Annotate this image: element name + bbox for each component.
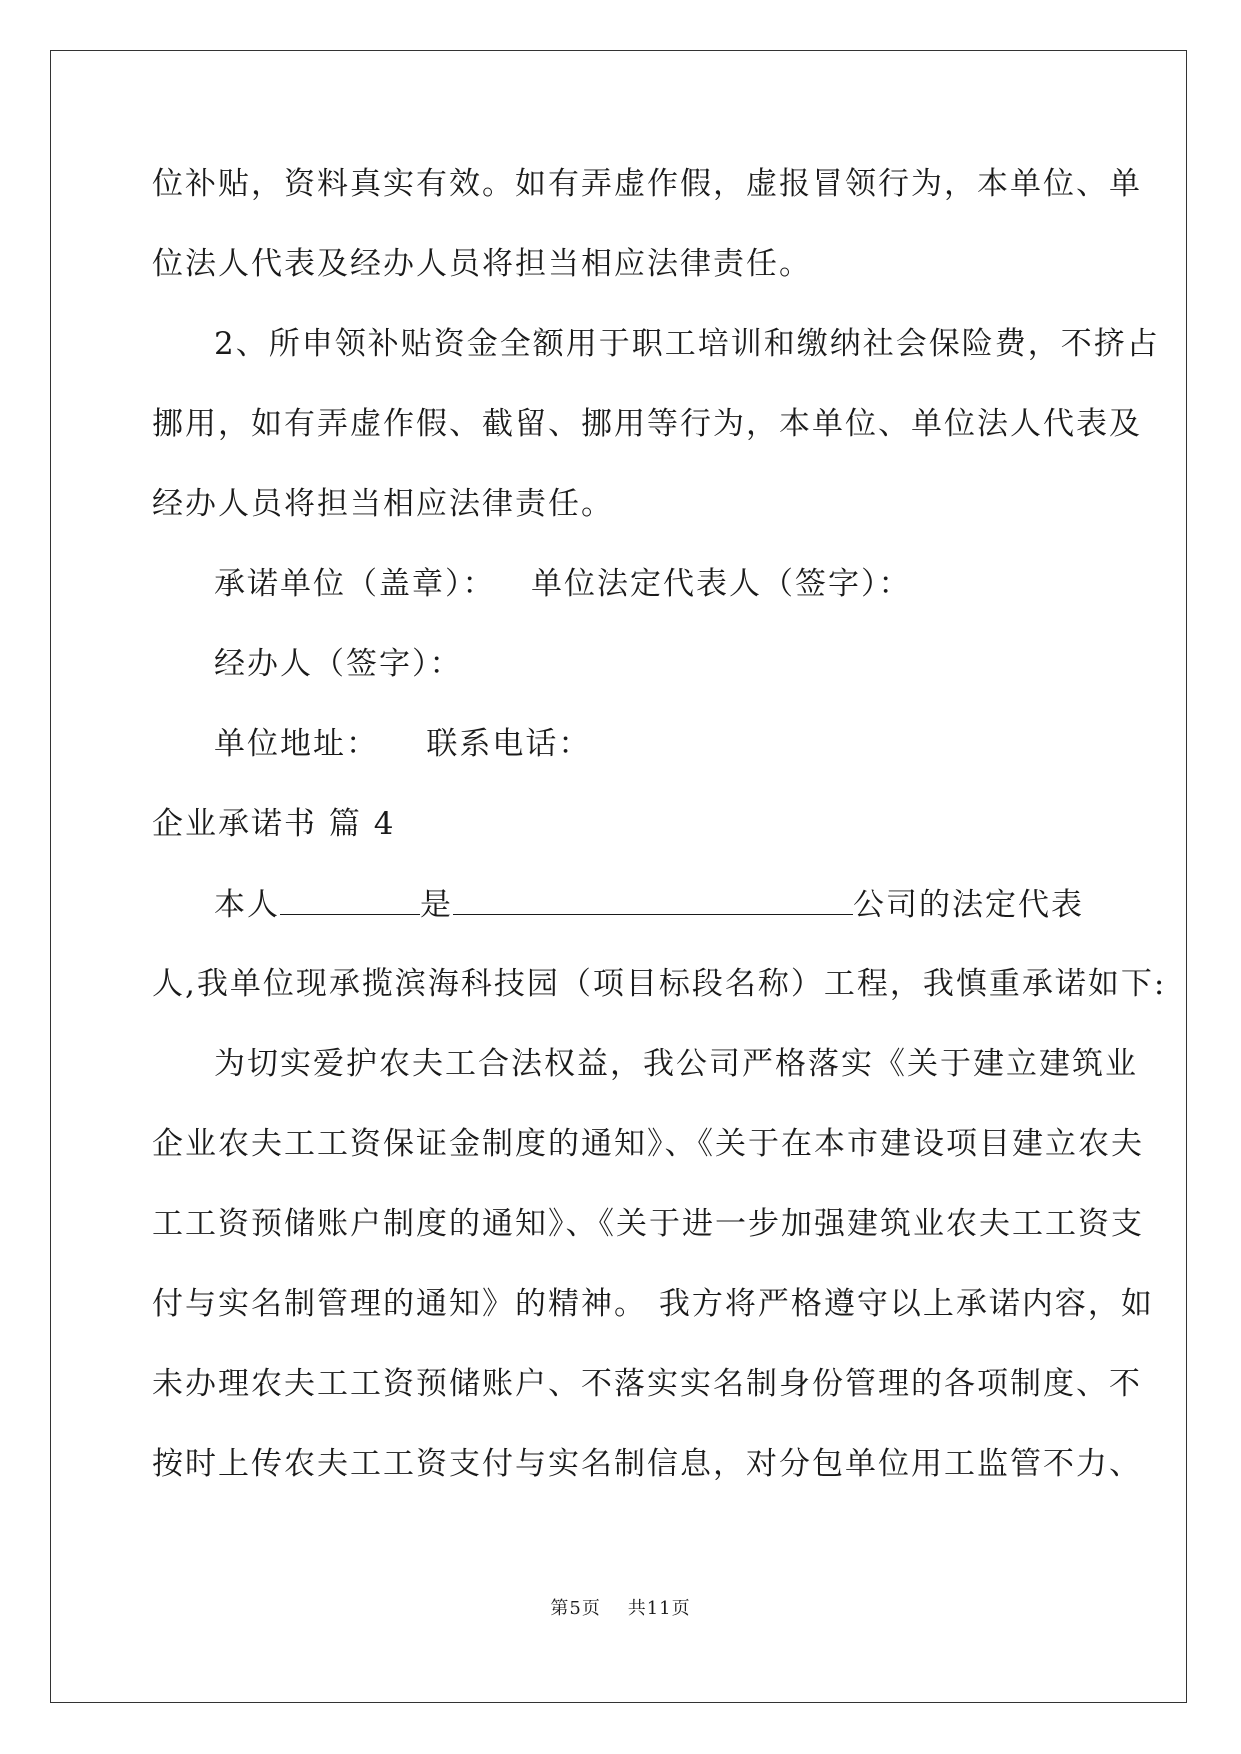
- paragraph-line: 2、所申领补贴资金全额用于职工培训和缴纳社会保险费，不挤占: [214, 326, 1160, 362]
- paragraph-line: 未办理农夫工工资预储账户、不落实实名制身份管理的各项制度、不: [152, 1366, 1142, 1402]
- company-blank: [453, 880, 853, 915]
- signature-unit-line: 承诺单位（盖章）： 单位法定代表人（签字）：: [214, 566, 912, 602]
- paragraph-line: 挪用，如有弄虚作假、截留、挪用等行为，本单位、单位法人代表及: [152, 406, 1142, 442]
- page-number: 第5页 共11页: [550, 1598, 691, 1619]
- paragraph-line: 经办人员将担当相应法律责任。: [152, 486, 614, 522]
- paragraph-line: 按时上传农夫工工资支付与实名制信息，对分包单位用工监管不力、: [152, 1446, 1142, 1482]
- pledge-first-line: [152, 880, 1092, 960]
- section-heading: 企业承诺书 篇 4: [152, 806, 396, 842]
- pledge-prefix: 本人: [214, 887, 280, 923]
- signature-handler-line: 经办人（签字）：: [214, 646, 463, 682]
- paragraph-line: 工工资预储账户制度的通知》、《关于进一步加强建筑业农夫工工资支: [152, 1206, 1144, 1242]
- paragraph-line: 付与实名制管理的通知》的精神。 我方将严格遵守以上承诺内容，如: [152, 1286, 1154, 1322]
- paragraph-line: 企业农夫工工资保证金制度的通知》、《关于在本市建设项目建立农夫: [152, 1126, 1144, 1162]
- document-body: [152, 160, 1167, 1520]
- paragraph-line: 为切实爱护农夫工合法权益，我公司严格落实《关于建立建筑业: [214, 1046, 1138, 1082]
- paragraph-line: 位法人代表及经办人员将担当相应法律责任。: [152, 246, 812, 282]
- pledge-suffix: 公司的法定代表: [853, 887, 1084, 923]
- paragraph-line: 人,我单位现承揽滨海科技园（项目标段名称）工程，我慎重承诺如下:: [152, 966, 1167, 1002]
- name-blank: [280, 880, 420, 915]
- paragraph-line: 位补贴，资料真实有效。如有弄虚作假，虚报冒领行为，本单位、单: [152, 166, 1142, 202]
- pledge-middle: 是: [420, 887, 453, 923]
- address-phone-line: 单位地址： 联系电话：: [214, 726, 592, 762]
